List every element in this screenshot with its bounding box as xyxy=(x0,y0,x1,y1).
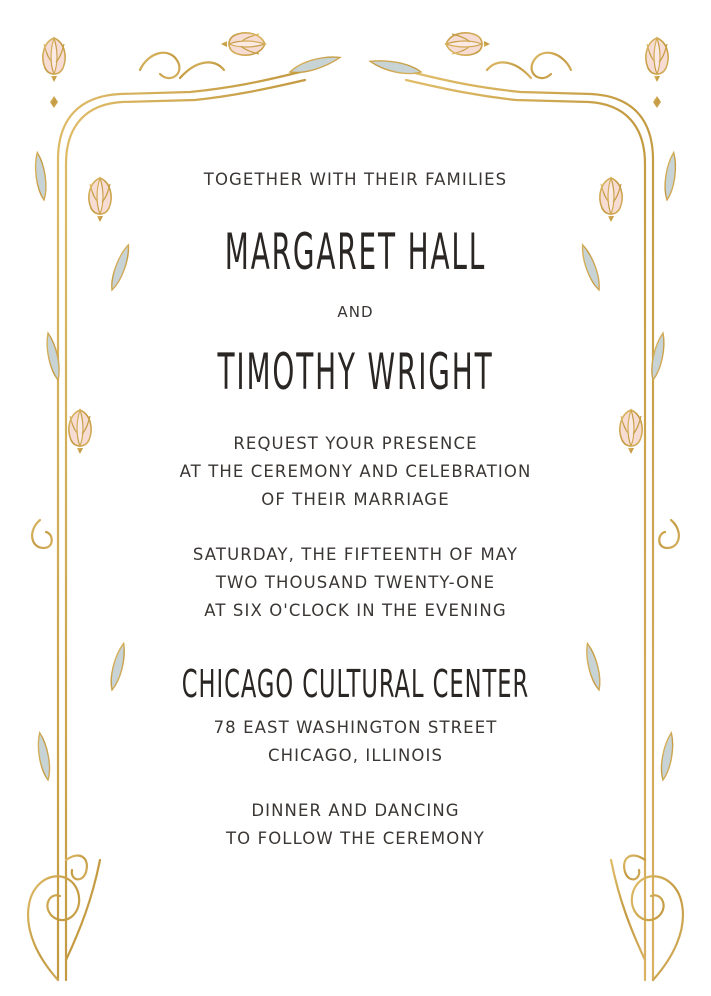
date-line-2: TWO THOUSAND TWENTY-ONE xyxy=(215,573,496,592)
reception-line-1: DINNER AND DANCING xyxy=(251,801,460,820)
request-line-1: REQUEST YOUR PRESENCE xyxy=(233,434,478,453)
address-line-2: CHICAGO, ILLINOIS xyxy=(267,746,444,765)
reception-line-2: TO FOLLOW THE CEREMONY xyxy=(226,829,485,848)
date-line-1: SATURDAY, THE FIFTEENTH OF MAY xyxy=(192,545,519,564)
venue-name: CHICAGO CULTURAL CENTER xyxy=(181,662,530,706)
bride-name: MARGARET HALL xyxy=(224,223,487,281)
intro-line: TOGETHER WITH THEIR FAMILIES xyxy=(203,170,508,189)
groom-name: TIMOTHY WRIGHT xyxy=(217,343,494,401)
date-line-3: AT SIX O'CLOCK IN THE EVENING xyxy=(204,601,507,620)
request-line-2: AT THE CEREMONY AND CELEBRATION xyxy=(179,462,532,481)
request-line-3: OF THEIR MARRIAGE xyxy=(261,490,450,509)
address-line-1: 78 EAST WASHINGTON STREET xyxy=(213,718,498,737)
and-line: AND xyxy=(337,303,374,321)
